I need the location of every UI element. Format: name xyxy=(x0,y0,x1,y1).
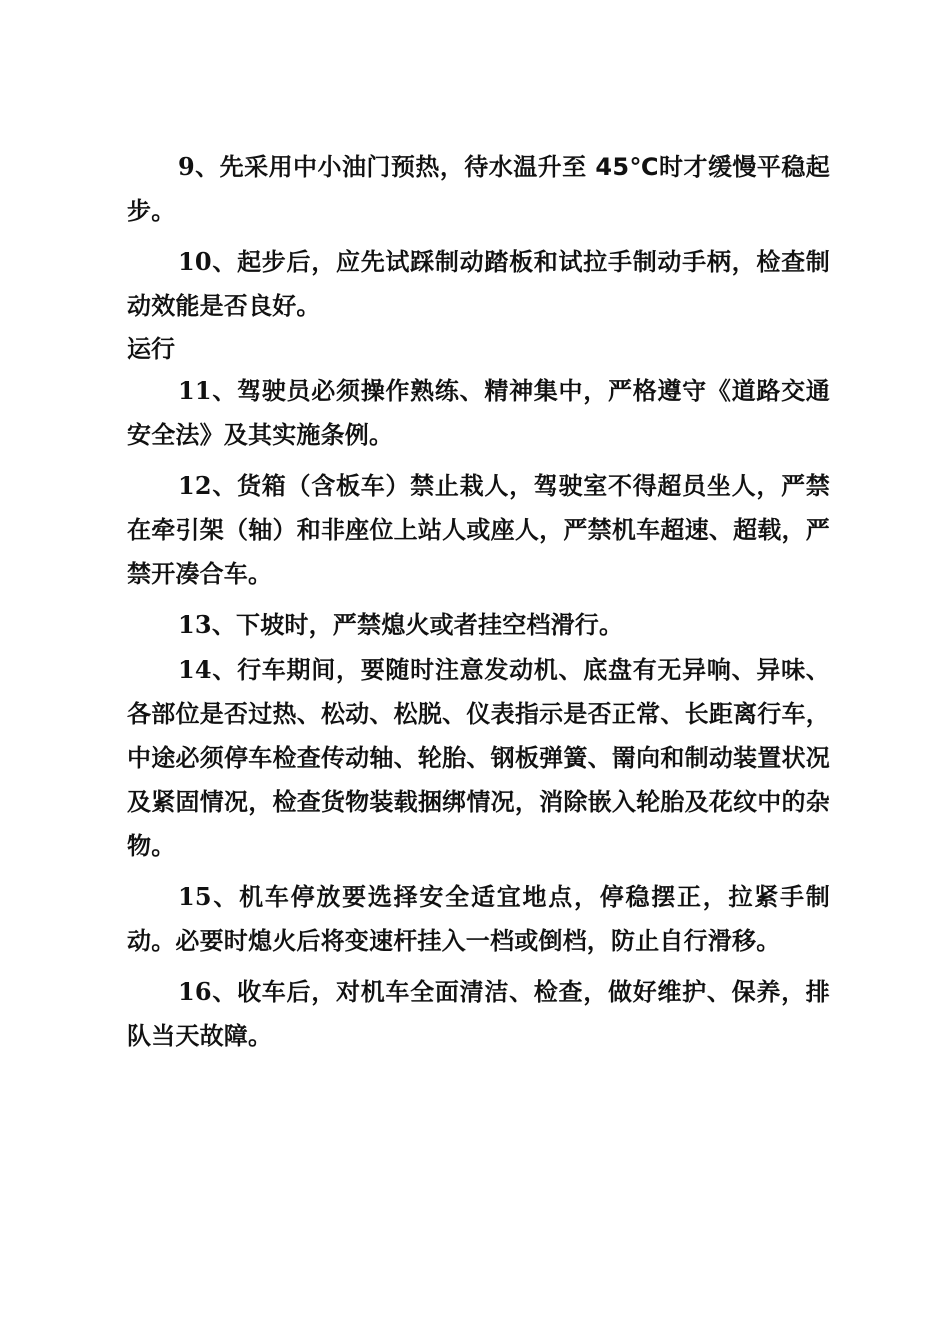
paragraph-text: 、先采用中小油门预热，待水温升至 45℃时才缓慢平稳起步。 xyxy=(127,153,830,225)
paragraph-text: 、机车停放要选择安全适宜地点，停稳摆正，拉紧手制动。必要时熄火后将变速杆挂入一档或倒档，防止自行滑移。 xyxy=(127,883,830,955)
paragraph-text: 、驾驶员必须操作熟练、精神集中，严格遵守《道路交通安全法》及其实施条例。 xyxy=(127,377,830,449)
paragraph-15 xyxy=(127,875,830,963)
document-page xyxy=(127,145,830,1059)
item-number: 10 xyxy=(178,247,212,276)
item-number: 11 xyxy=(178,376,212,405)
paragraph-16 xyxy=(127,970,830,1058)
paragraph-9 xyxy=(127,145,830,233)
paragraph-text: 、收车后，对机车全面清洁、检查，做好维护、保养，排队当天故障。 xyxy=(127,978,830,1050)
paragraph-text: 、下坡时，严禁熄火或者挂空档滑行。 xyxy=(211,611,624,639)
paragraph-12 xyxy=(127,464,830,596)
item-number: 15 xyxy=(178,882,212,911)
paragraph-11 xyxy=(127,369,830,457)
item-number: 14 xyxy=(178,655,212,684)
paragraph-text: 、货箱（含板车）禁止栽人，驾驶室不得超员坐人，严禁在牵引架（轴）和非座位上站人或座人，严禁机车超速、超载，严禁开凑合车。 xyxy=(127,472,830,588)
item-number: 16 xyxy=(178,977,212,1006)
section-heading: 运行 xyxy=(127,335,175,363)
paragraph-text: 、行车期间，要随时注意发动机、底盘有无异响、异味、各部位是否过热、松动、松脱、仪表指示是否正常、长距离行车，中途必须停车检查传动轴、轮胎、钢板弹簧、罱向和制动装置状况及紧固情况，检查货物装载捆绑情况，消除嵌入轮胎及花纹中的杂物。 xyxy=(127,656,830,860)
item-number: 13 xyxy=(178,610,212,639)
item-number: 12 xyxy=(178,471,212,500)
paragraph-text: 、起步后，应先试踩制动踏板和试拉手制动手柄，检查制动效能是否良好。 xyxy=(127,248,830,320)
item-number: 9 xyxy=(178,152,195,181)
paragraph-14 xyxy=(127,648,830,868)
paragraph-13 xyxy=(127,603,830,647)
paragraph-10 xyxy=(127,240,830,328)
